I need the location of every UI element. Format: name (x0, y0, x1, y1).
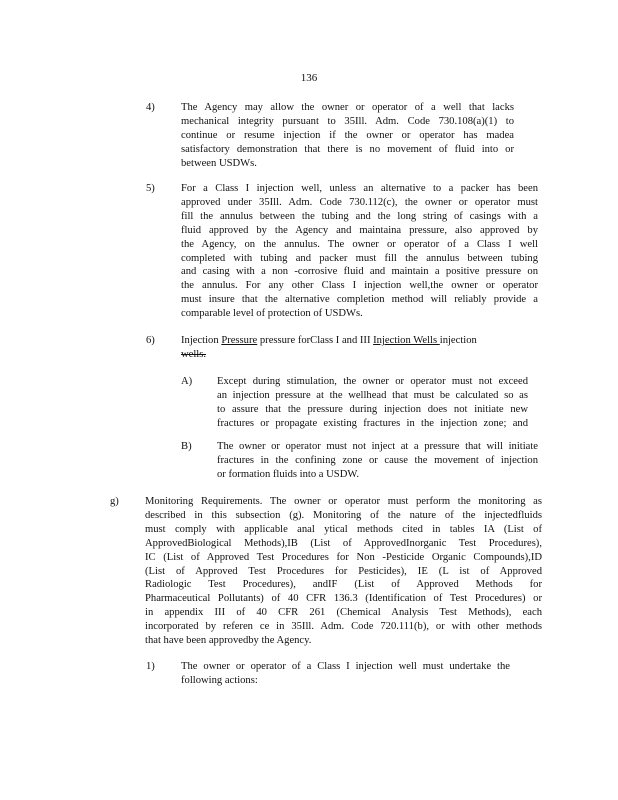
text-line: The owner or operator must not inject at a pressure that will initiate (217, 441, 538, 452)
text-line: the Agency, on the annulus. The owner or operator of a Class I well (181, 238, 538, 250)
text-line: Except during stimulation, the owner or operator must not exceed (217, 376, 528, 387)
inserted-text: Injection Wells (373, 335, 440, 346)
text-line: continue or resume injection if the owner or operator has madea (181, 129, 514, 141)
text-line: or formation fluids into a USDW. (217, 468, 360, 480)
text-line: must insure that the alternative completion method will reliably provide a (181, 294, 538, 306)
text-line: the annulus. For any other Class I injection well,the owner or operator (181, 280, 538, 292)
item-marker: 4) (146, 102, 155, 113)
text-line: to assure that the pressure during injection does not initiate new (217, 403, 528, 415)
item-body (145, 495, 542, 648)
text-line: comparable level of protection of USDWs. (181, 308, 363, 320)
text-line: incorporated by referen ce in 35Ill. Adm. Code 720.111(b), or with other methods (145, 621, 542, 633)
text-line: fractures or propagate existing fractures in the injection zone; and (217, 417, 528, 429)
text-line: between USDWs. (181, 157, 257, 169)
heading-text: Injection (181, 335, 222, 346)
heading-text: injection (439, 335, 477, 346)
text-line: Pharmaceutical Pollutants) of 40 CFR 136.3 (Identification of Test Procedures) or (145, 593, 542, 605)
item-marker: 6) (146, 335, 155, 346)
text-line: that have been approvedby the Agency. (145, 635, 312, 647)
item-marker: 5) (146, 183, 155, 194)
item-marker: 1) (146, 661, 155, 672)
item-body (181, 334, 514, 362)
text-line: completed with tubing and packer must fill the annulus between tubing (181, 252, 538, 264)
item-body (217, 375, 528, 431)
text-line: IC (List of Approved Test Procedures for Non -Pesticide Organic Compounds),ID (145, 551, 542, 563)
text-line (181, 334, 514, 348)
text-line: described in this subsection (g). Monitoring of the nature of the injectedfluids (145, 509, 542, 521)
item-body (181, 182, 538, 321)
heading-text: pressure forClass I and III (257, 335, 374, 346)
text-line: in appendix III of 40 CFR 261 (Chemical Analysis Test Methods), each (145, 607, 542, 619)
item-body (181, 101, 514, 171)
text-line: and casing with a non -corrosive fluid and maintain a positive pressure on (181, 266, 538, 278)
text-line: (List of Approved Test Procedures for Pesticides), IE (L ist of Approved (145, 565, 542, 577)
text-line: satisfactory demonstration that there is no movement of fluid into or (181, 143, 514, 155)
text-line: an injection pressure at the wellhead that must be calculated so as (217, 389, 528, 401)
text-line: fractures in the confining zone or cause the movement of injection (217, 454, 538, 466)
item-body (181, 660, 510, 688)
text-line: Monitoring Requirements. The owner or operator must perform the monitoring as (145, 496, 542, 507)
inserted-text: Pressure (221, 335, 258, 346)
text-line: mechanical integrity pursuant to 35Ill. Adm. Code 730.108(a)(1) to (181, 115, 514, 127)
text-line: must comply with applicable anal ytical methods cited in tables IA (List of (145, 523, 542, 535)
text-line: fill the annulus between the tubing and the long string of casings with a (181, 210, 538, 222)
page-number: 136 (300, 72, 318, 84)
text-line: The owner or operator of a Class I injection well must undertake the (181, 661, 510, 672)
text-line (181, 348, 514, 362)
text-line: following actions: (181, 674, 258, 686)
text-line: The Agency may allow the owner or operator of a well that lacks (181, 102, 514, 113)
text-line: Radiologic Test Procedures), andIF (List of Approved Methods for (145, 579, 542, 591)
text-line: ApprovedBiological Methods),IB (List of ApprovedInorganic Test Procedures), (145, 537, 542, 549)
text-line: For a Class I injection well, unless an alternative to a packer has been (181, 183, 538, 194)
item-body (217, 440, 538, 482)
item-marker: B) (181, 441, 192, 452)
text-line: approved under 35Ill. Adm. Code 730.112(c), the owner or operator must (181, 196, 538, 208)
deleted-text: wells. (181, 348, 207, 360)
text-line: fluid approved by the Agency and maintaina pressure, also approved by (181, 224, 538, 236)
item-marker: g) (110, 496, 119, 507)
item-marker: A) (181, 376, 193, 387)
